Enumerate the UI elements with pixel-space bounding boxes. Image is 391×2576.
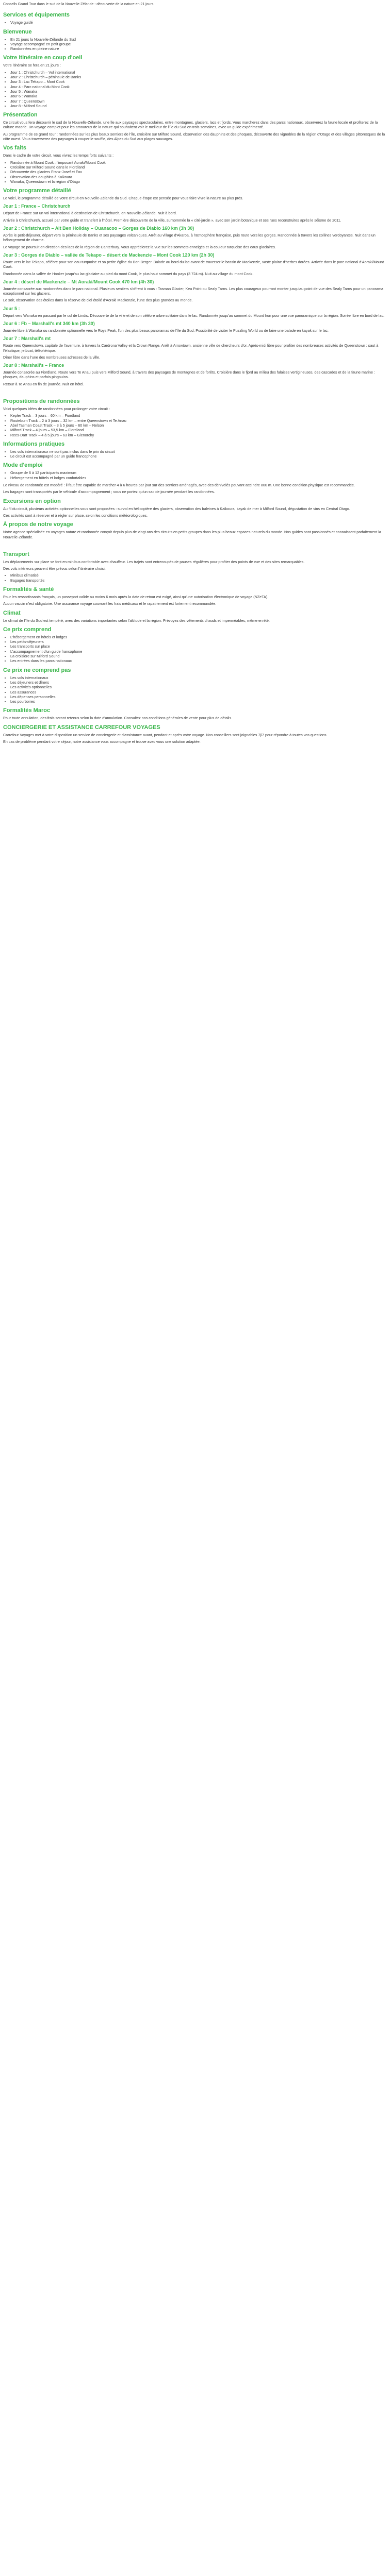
presentation-paragraph: Au programme de ce grand tour : randonnées sur les plus beaux sentiers de l'île, croisière sur Milford Sound, observation des dauphins et des phoques, découverte des vignobles de la région d'Otago et des villages pittoresques de la côte ouest. Vous traverserez des paysages à couper le souffle, des Alpes du Sud aux plages sauvages. xyxy=(3,131,385,142)
list-item: • Les activités optionnelles xyxy=(10,685,388,689)
list-item: • Les transports sur place xyxy=(10,644,388,649)
itinerary-title: Votre itinéraire en coup d'oeil xyxy=(3,55,83,61)
info-title: Informations pratiques xyxy=(3,440,65,447)
day-paragraph: Retour à Te Anau en fin de journée. Nuit en hôtel. xyxy=(3,381,85,386)
transport-paragraph: Les déplacements sur place se font en minibus confortable avec chauffeur. Les trajets sont entrecoupés de pauses régulières pour profiter des points de vue et des sites remarquables. xyxy=(3,559,305,564)
cancellation-title: Formalités Maroc xyxy=(3,707,51,714)
day-title: Jour 7 : Marshall's mt xyxy=(3,336,51,342)
excursions-paragraph: Au fil du circuit, plusieurs activités optionnelles vous sont proposées : survol en hélicoptère des glaciers, observation des baleines à Kaikoura, kayak de mer à Milford Sound, dégustation de vins en Central Otago. xyxy=(3,506,350,511)
list-item: • Croisière sur Milford Sound dans le Fiordland xyxy=(10,165,388,170)
excursions-title: Excursions en option xyxy=(3,498,61,504)
list-item: • Les dépenses personnelles xyxy=(10,694,388,699)
list-item: • Rees-Dart Track – 4 à 5 jours – 63 km – Glenorchy xyxy=(10,433,388,437)
list-item: • Randonnée à Mount Cook : l'imposant Aoraki/Mount Cook xyxy=(10,160,388,165)
assistance-title: CONCIERGERIE ET ASSISTANCE CARREFOUR VOYAGES xyxy=(3,724,160,731)
list-item: • Les vols internationaux ne sont pas inclus dans le prix du circuit xyxy=(10,449,388,454)
list-item: • Jour 1 : Christchurch – Vol international xyxy=(10,70,388,75)
list-item: • La croisière sur Milford Sound xyxy=(10,654,388,658)
list-item: • Les pourboires xyxy=(10,699,388,704)
assistance-paragraph: Carrefour Voyages met à votre disposition un service de conciergerie et d'assistance avant, pendant et après votre voyage. Nos conseillers sont joignables 7j/7 pour répondre à toutes vos questions. xyxy=(3,732,328,737)
list-item: • Milford Track – 4 jours – 53,5 km – Fiordland xyxy=(10,428,388,432)
included-title: Ce prix comprend xyxy=(3,626,52,633)
cancellation-paragraph: Pour toute annulation, des frais seront retenus selon la date d'annulation. Consultez nos conditions générales de vente pour plus de détails. xyxy=(3,716,233,721)
list-item: • Jour 6 : Wanaka xyxy=(10,94,388,98)
day-paragraph: Journée libre à Wanaka ou randonnée optionnelle vers le Roys Peak, l'un des plus beaux panoramas de l'île du Sud. Possibilité de visiter le Puzzling World ou de faire une balade en kayak sur le lac. xyxy=(3,328,329,333)
day-paragraph: Route vers le lac Tekapo, célèbre pour son eau turquoise et sa petite église du Bon Berger. Balade au bord du lac avant de traverser le bassin de Mackenzie, vaste plaine d'herbes dorées. Arrivée dans le parc national d'Aoraki/Mount Cook. xyxy=(3,259,384,269)
welcome-list xyxy=(3,37,388,52)
list-item: • Jour 2 : Christchurch – péninsule de Banks xyxy=(10,75,388,79)
day-paragraph: Le soir, observation des étoiles dans la réserve de ciel étoilé d'Aoraki Mackenzie, l'une des plus grandes au monde. xyxy=(3,298,193,303)
day-paragraph: Le voyage se poursuit en direction des lacs de la région de Canterbury. Vous apprécierez la vue sur les sommets enneigés et la couleur turquoise des eaux glaciaires. xyxy=(3,244,276,249)
options-lead: Voici quelques idées de randonnées pour prolonger votre circuit : xyxy=(3,406,110,412)
day-title: Jour 6 : Fb – Marshall's mt 340 km (3h 30) xyxy=(3,320,95,326)
list-item: • Les vols internationaux xyxy=(10,675,388,680)
welcome-title: Bienvenue xyxy=(3,28,32,35)
options-list xyxy=(3,413,388,437)
day-paragraph: Départ de France sur un vol international à destination de Christchurch, en Nouvelle-Zélande. Nuit à bord. xyxy=(3,211,177,216)
day-paragraph: Journée consacrée au Fiordland. Route vers Te Anau puis vers Milford Sound, à travers des paysages de montagnes et de forêts. Croisière dans le fjord au milieu des falaises vertigineuses, des cascades et de la faune marine : phoques, dauphins et parfois pingouins. xyxy=(3,370,376,380)
list-item: • Jour 3 : Lac Tekapo – Mont Cook xyxy=(10,79,388,84)
formalities-paragraph: Pour les ressortissants français, un passeport valide au moins 6 mois après la date de retour est exigé, ainsi qu'une autorisation électronique de voyage (NZeTA). xyxy=(3,595,269,599)
about-paragraph: Notre agence spécialisée en voyages nature et randonnée conçoit depuis plus de vingt ans des circuits en petits groupes dans les plus beaux espaces naturels du monde. Nos guides sont passionnés et connaissent parfaitement la Nouvelle-Zélande. xyxy=(3,530,381,539)
day-paragraph: Départ vers Wanaka en passant par le col de Lindis. Découverte de la ville et de son célèbre arbre solitaire dans le lac. Randonnée jusqu'au sommet du Mount Iron pour une vue panoramique sur la région. Soirée libre en bord de lac. xyxy=(3,313,385,318)
list-item: • Découverte des glaciers Franz-Josef et Fox xyxy=(10,170,388,174)
list-item: • Randonnées en pleine nature xyxy=(10,46,388,51)
list-item: • L'accompagnement d'un guide francophone xyxy=(10,649,388,654)
list-item: • Voyage guidé xyxy=(10,20,388,25)
day-paragraph: Route vers Queenstown, capitale de l'aventure, à travers la Cardrona Valley et la Crown Range. Arrêt à Arrowtown, ancienne ville de chercheurs d'or. Après-midi libre pour profiter des nombreuses activités de Queenstown : saut à l'élastique, jetboat, téléphérique. xyxy=(3,343,379,353)
mode-title: Mode d'emploi xyxy=(3,462,43,469)
list-item: • Abel Tasman Coast Track – 3 à 5 jours – 60 km – Nelson xyxy=(10,423,388,428)
day-title: Jour 2 : Christchurch – Alt Ben Holiday – Ouanacoo – Gorges de Diablo 160 km (3h 30) xyxy=(3,226,194,231)
day-paragraph: Journée consacrée aux randonnées dans le parc national. Plusieurs sentiers s'offrent à vous : Tasman Glacier, Kea Point ou Sealy Tarns. Les plus courageux pourront monter jusqu'au point de vue des Sealy Tarns pour un panorama exceptionnel sur les glaciers. xyxy=(3,286,383,296)
day-paragraph: Après le petit-déjeuner, départ vers la péninsule de Banks et ses paysages volcaniques. Arrêt au village d'Akaroa, à l'atmosphère française, puis route vers les gorges. Randonnée à travers les collines verdoyantes. Nuit dans un hébergement de charme. xyxy=(3,233,376,243)
formalities-paragraph: Aucun vaccin n'est obligatoire. Une assurance voyage couvrant les frais médicaux et le rapatriement est fortement recommandée. xyxy=(3,601,217,606)
presentation-paragraph: Ce circuit vous fera découvrir le sud de la Nouvelle-Zélande, une île aux paysages spectaculaires, entre montagnes, glaciers, lacs et fjords. Vous marcherez dans des parcs nationaux, observerez la faune locale et profiterez de la culture maorie. Un voyage complet pour les amoureux de la nature qui souhaitent voir le meilleur de l'île du Sud en trois semaines, avec un guide expérimenté. xyxy=(3,120,378,130)
day-title: Jour 4 : désert de Mackenzie – Mt Aoraki/Mount Cook 470 km (4h 30) xyxy=(3,279,154,284)
list-item: • Minibus climatisé xyxy=(10,573,388,578)
list-item: • Jour 7 : Queenstown xyxy=(10,99,388,104)
mode-paragraph: Le niveau de randonnée est modéré : il faut être capable de marcher 4 à 6 heures par jour sur des sentiers aménagés, avec des dénivelés pouvant atteindre 800 m. Une bonne condition physique est recommandée. xyxy=(3,483,355,488)
list-item: • Le circuit est accompagné par un guide francophone xyxy=(10,454,388,459)
presentation-title: Présentation xyxy=(3,112,38,118)
assistance-paragraph: En cas de problème pendant votre séjour, notre assistance vous accompagne et trouve avec vous une solution adaptée. xyxy=(3,739,201,744)
list-item: • En 21 jours la Nouvelle-Zélande du Sud xyxy=(10,37,388,42)
services-title: Services et équipements xyxy=(3,12,70,19)
mode-list xyxy=(3,470,388,480)
climate-paragraph: Le climat de l'île du Sud est tempéré, avec des variations importantes selon l'altitude et la région. Prévoyez des vêtements chauds et imperméables, même en été. xyxy=(3,618,270,623)
list-item: • Routeburn Track – 2 à 3 jours – 32 km – entre Queenstown et Te Anau xyxy=(10,418,388,423)
included-list xyxy=(3,635,388,664)
program-lead: Le voici, le programme détaillé de votre circuit en Nouvelle-Zélande du Sud. Chaque étape est pensée pour vous faire vivre la nature au plus près. xyxy=(3,196,243,201)
page xyxy=(0,0,391,744)
highlights-lead: Dans le cadre de votre circuit, vous vivrez les temps forts suivants : xyxy=(3,153,114,158)
itinerary-list xyxy=(3,70,388,108)
section-spacer xyxy=(3,541,388,548)
list-item: • Les assurances xyxy=(10,690,388,694)
day-paragraph: Arrivée à Christchurch, accueil par votre guide et transfert à l'hôtel. Première découverte de la ville, surnommée la « cité-jardin », avec son jardin botanique et ses rues reconstruites après le séisme de 2011. xyxy=(3,217,341,223)
info-list xyxy=(3,449,388,459)
list-item: • Hébergement en hôtels et lodges confortables xyxy=(10,476,388,480)
list-item: • Jour 4 : Parc national du Mont Cook xyxy=(10,84,388,89)
excluded-list xyxy=(3,675,388,704)
highlights-title: Vos faits xyxy=(3,145,27,151)
section-spacer xyxy=(3,388,388,395)
formalities-title: Formalités & santé xyxy=(3,586,54,592)
transport-title: Transport xyxy=(3,551,29,557)
list-item: • Jour 5 : Wanaka xyxy=(10,89,388,94)
breadcrumb: Conseils Grand Tour dans le sud de la Nouvelle-Zélande : découverte de la nature en 21 jours xyxy=(3,3,154,6)
list-item: • Les entrées dans les parcs nationaux xyxy=(10,658,388,663)
list-item: • Jour 8 : Milford Sound xyxy=(10,104,388,108)
list-item: • Kepler Track – 3 jours – 60 km – Fiordland xyxy=(10,413,388,418)
services-list xyxy=(3,20,388,25)
list-item: • Groupe de 6 à 12 participants maximum xyxy=(10,470,388,475)
about-title: À propos de notre voyage xyxy=(3,521,73,528)
excursions-paragraph: Ces activités sont à réserver et à régler sur place, selon les conditions météorologiques. xyxy=(3,513,148,518)
mode-paragraph: Les bagages sont transportés par le véhicule d'accompagnement ; vous ne portez qu'un sac de journée pendant les randonnées. xyxy=(3,489,215,495)
list-item: • Voyage accompagné en petit groupe xyxy=(10,42,388,46)
day-paragraph: Dîner libre dans l'une des nombreuses adresses de la ville. xyxy=(3,354,100,360)
itinerary-lead: Votre itinéraire se fera en 21 jours : xyxy=(3,63,61,68)
climate-title: Climat xyxy=(3,609,21,616)
list-item: • Les déjeuners et dîners xyxy=(10,680,388,685)
day-title: Jour 1 : France – Christchurch xyxy=(3,204,71,209)
list-item: • Observation des dauphins à Kaikoura xyxy=(10,175,388,179)
day-title: Jour 3 : Gorges de Diablo – vallée de Tekapo – désert de Mackenzie – Mont Cook 120 km (2h 30) xyxy=(3,252,215,258)
highlights-list xyxy=(3,160,388,184)
list-item: • L'hébergement en hôtels et lodges xyxy=(10,635,388,639)
transport-paragraph: Des vols intérieurs peuvent être prévus selon l'itinéraire choisi. xyxy=(3,566,106,571)
day-title: Jour 8 : Marshall's – France xyxy=(3,363,64,368)
program-title: Votre programme détaillé xyxy=(3,188,71,194)
options-title: Propositions de randonnées xyxy=(3,398,80,405)
excluded-title: Ce prix ne comprend pas xyxy=(3,667,71,673)
list-item: • Les petits-déjeuners xyxy=(10,639,388,644)
day-title: Jour 5 : xyxy=(3,306,20,311)
transport-list xyxy=(3,573,388,583)
list-item: • Wanaka, Queenstown et la région d'Otago xyxy=(10,179,388,184)
day-paragraph: Randonnée dans la vallée de Hooker jusqu'au lac glaciaire au pied du mont Cook, le plus haut sommet du pays (3 724 m). Nuit au village du mont Cook. xyxy=(3,271,254,276)
list-item: • Bagages transportés xyxy=(10,578,388,583)
